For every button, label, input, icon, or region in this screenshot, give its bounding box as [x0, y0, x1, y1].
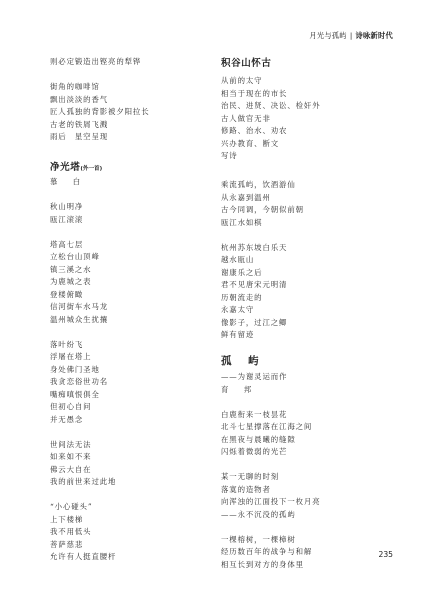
poem-line: 从永嘉到温州: [221, 192, 271, 202]
poem-line: 如来如不来: [50, 452, 92, 461]
poem-line: 身处佛门圣地: [50, 364, 100, 374]
stanza: [50, 239, 220, 327]
poem-line: 允许有人挺直腰杆: [50, 552, 117, 561]
poem-line: 浮屠在塔上: [50, 352, 92, 361]
poem-line: 佛云大自在: [50, 464, 92, 474]
poem-line: 鲜有留迹: [221, 330, 255, 339]
right-column: [221, 56, 391, 571]
poem-line: 登楼俯瞰: [50, 289, 84, 299]
poem-line: 乘流孤屿，饮酒游仙: [221, 180, 296, 189]
poem-line: 温州城众生扰攘: [50, 314, 109, 324]
poem-title: 积谷山怀古: [221, 58, 272, 69]
poem-line: 某一无聊的时刻: [221, 472, 280, 481]
stanza: [221, 534, 391, 572]
poem-line: 越水瓯山: [221, 255, 255, 264]
poem-title: [50, 161, 220, 176]
poem-line: 治民、进贤、决讼、检奸外: [221, 101, 321, 110]
poem-line: 白鹿衔来一枝昙花: [221, 409, 288, 419]
poem-author: 育 邦: [221, 384, 256, 394]
stanza: [221, 471, 391, 521]
poem-line: 写诗: [221, 151, 238, 160]
poem-line: 则必定锻造出铿亮的犁铧: [50, 57, 142, 66]
stanza: [50, 339, 220, 427]
poem-line: 世间法无法: [50, 439, 92, 449]
poem-line: 瓯江水如棋: [221, 217, 263, 227]
poem-line: “小心碰头”: [50, 502, 93, 511]
poem-line: 闪烁着微弱的光芒: [221, 447, 288, 456]
poem-line: 从前的太守: [221, 76, 263, 85]
stanza: [221, 409, 391, 459]
poem-line: 落寞的造物者: [221, 484, 271, 494]
header-section: 诗咏新时代: [355, 31, 393, 40]
poem-line: 并无愚念: [50, 414, 84, 424]
left-column: [50, 56, 220, 564]
poem-line: 落叶纷飞: [50, 339, 84, 349]
poem-line: 但初心自问: [50, 402, 92, 411]
poem-line: 为鹿城之表: [50, 277, 92, 286]
poem-line: 信河街车水马龙: [50, 302, 109, 311]
poem-line: 古人做官无非: [221, 113, 271, 123]
poem-line: 我的前世来过此地: [50, 477, 117, 486]
poem-dedication: ——为谢灵运而作: [221, 372, 288, 381]
poem-line: 我贪恋俗世功名: [50, 377, 109, 386]
poem-line: 杭州苏东坡白乐天: [221, 242, 288, 252]
poem-line: 北斗七星撑落在江海之间: [221, 422, 313, 431]
poem-line: 经历数百年的战争与和解: [221, 547, 313, 556]
poem-line: 我不用低头: [50, 527, 92, 536]
poem-line: 雨后 星空呈现: [50, 132, 109, 141]
poem-line: 匠人孤独的背影被夕阳拉长: [50, 107, 150, 116]
poem-title-sub: (外一首): [80, 166, 103, 172]
running-header: [309, 31, 393, 41]
poem-line: 一棵榕树，一棵樟树: [221, 534, 296, 544]
header-separator: |: [349, 31, 353, 40]
poem-line: 兴办教育、断文: [221, 138, 280, 148]
header-chapter: 月光与孤屿: [309, 31, 347, 40]
poem-line: ——永不沉没的孤屿: [221, 509, 296, 519]
poem-title: 孤 屿: [221, 355, 262, 367]
poem-line: 历朝流走的: [221, 292, 263, 302]
stanza: [50, 81, 220, 144]
poem-line: 永嘉太守: [221, 305, 255, 314]
stanza: [221, 75, 391, 163]
poem-line: 上下楼梯: [50, 514, 84, 524]
poem-line: 飘出淡淡的香气: [50, 94, 109, 104]
poem-line: 谢康乐之后: [221, 267, 263, 277]
poem-line: 镇三溪之水: [50, 264, 92, 274]
stanza: [50, 439, 220, 489]
page-number: 235: [378, 550, 393, 559]
poem-line: 菩萨慈悲: [50, 539, 84, 549]
stanza: [221, 242, 391, 342]
poem-line: 像影子，过江之鲫: [221, 317, 288, 327]
poem-line: 在黑夜与晨曦的缝隙: [221, 434, 296, 444]
poem-line: 向浑浊的江面投下一枚月亮: [221, 497, 321, 506]
poem-line: 嘴痴嗔恨俱全: [50, 389, 100, 399]
poem-author: 慕 白: [50, 177, 85, 186]
poem-line: 塔高七层: [50, 239, 84, 249]
poem-line: 修路、治水、劝农: [221, 126, 288, 135]
poem-line: 相当于现在的市长: [221, 88, 288, 98]
stanza: [221, 179, 391, 229]
poem-line: 古老的铁屑飞溅: [50, 119, 109, 129]
poem-line: 立松台山顶峰: [50, 252, 100, 261]
poem-line: 相互长到对方的身体里: [221, 559, 304, 569]
poem-title-text: 净光塔: [50, 162, 81, 173]
stanza: [50, 501, 220, 564]
poem-line: 秋山明净: [50, 202, 84, 211]
poem-line: 古今同调，今朝似前朝: [221, 205, 304, 214]
poem-line: 瓯江滚滚: [50, 214, 84, 224]
poem-line: 街角的咖啡馆: [50, 82, 100, 91]
poem-line: 君不见唐宋元明清: [221, 280, 288, 289]
stanza: [50, 201, 220, 226]
